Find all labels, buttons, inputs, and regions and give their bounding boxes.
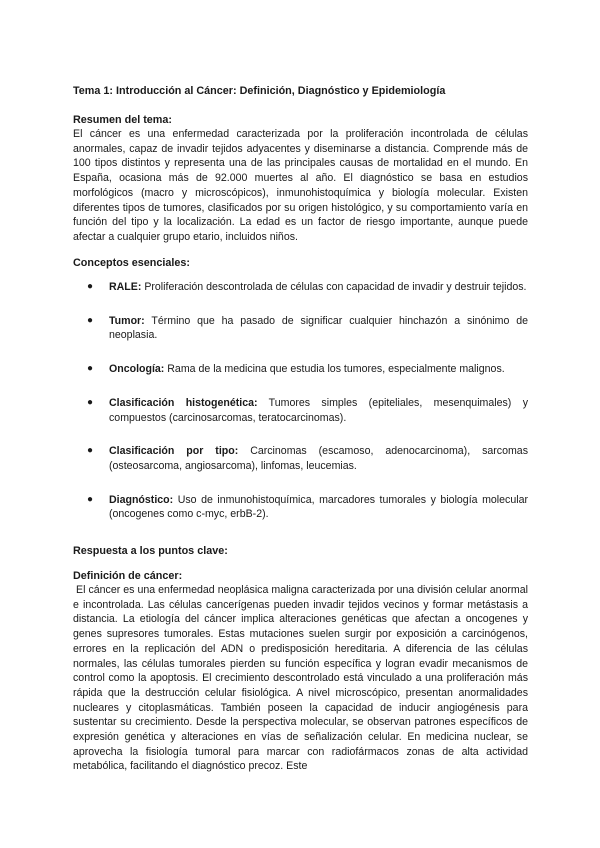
summary-heading: Resumen del tema: [73, 114, 173, 126]
concept-term: Clasificación histogenética: [109, 396, 258, 409]
bullet-icon: ● [87, 314, 94, 326]
concept-text: Carcinomas (escamoso, adenocarcinoma), sarcomas (osteosarcoma, angiosarcoma), linfomas, leucemias. [109, 445, 528, 472]
concept-item [73, 314, 528, 343]
bullet-icon: ● [87, 445, 94, 457]
concept-item [73, 396, 528, 425]
summary-text: El cáncer es una enfermedad caracterizada por la proliferación incontrolada de células anormales, capaz de invadir tejidos adyacentes y diseminarse a distancia. Comprende más de 100 tipos distintos y representa una de las principales causas de mortalidad en el mundo. En España, ocasiona más de 92.000 muertes al año. El diagnóstico se basa en estudios morfológicos (macro y microscópicos), inmunohistoquímica y biología molecular. Existen diferentes tipos de tumores, clasificados por su origen histológico, y su comportamiento varía en función del tipo y la localización. La edad es un factor de riesgo importante, aunque puede afectar a cualquier grupo etario, incluidos niños. [73, 128, 528, 243]
bullet-icon: ● [87, 396, 94, 408]
concept-item [73, 493, 528, 522]
concept-item [73, 444, 528, 473]
concept-text: Proliferación descontrolada de células con capacidad de invadir y destruir tejidos. [141, 281, 527, 293]
concepts-heading: Conceptos esenciales: [73, 257, 191, 269]
concept-item [73, 280, 528, 295]
concept-text: Término que ha pasado de significar cualquier hinchazón a sinónimo de neoplasia. [109, 314, 528, 342]
definition-subheading: Definición de cáncer: [73, 570, 183, 582]
answers-heading: Respuesta a los puntos clave: [73, 545, 228, 557]
definition-text: El cáncer es una enfermedad neoplásica maligna caracterizada por una división celular anormal e incontrolada. Las células cancerígenas pueden invadir tejidos vecinos y formar metástasis a distancia. La etiología del cáncer implica alteraciones genéticas que afectan a oncogenes y genes supresores tumorales. Estas mutaciones suelen surgir por exposición a carcinógenos, errores en la replicación del ADN o predisposición hereditaria. A diferencia de las células normales, las células tumorales pierden su función específica y logran evadir mecanismos de control como la apoptosis. El crecimiento descontrolado está vinculado a una proliferación más rápida que la destrucción celular fisiológica. A nivel microscópico, presentan anormalidades nucleares y citoplasmáticas. También poseen la capacidad de inducir angiogénesis para sustentar su crecimiento. Desde la perspectiva molecular, se observan patrones específicos de expresión genética y alteraciones en vías de señalización celular. En medicina nuclear, se aprovecha la fisiología tumoral para marcar con radiofármacos zonas de alta actividad metabólica, facilitando el diagnóstico precoz. Este [73, 584, 528, 773]
concept-term: Tumor: [109, 314, 145, 327]
document-title: Tema 1: Introducción al Cáncer: Definición, Diagnóstico y Epidemiología [73, 85, 446, 97]
concept-term: Oncología: [109, 363, 165, 376]
concept-item [73, 362, 528, 377]
bullet-icon: ● [87, 493, 94, 505]
concepts-list [73, 280, 528, 541]
concept-term: Clasificación por tipo: [109, 445, 239, 458]
bullet-icon: ● [87, 363, 94, 375]
concept-text: Uso de inmunohistoquímica, marcadores tumorales y biología molecular (oncogenes como c-myc, erbB-2). [109, 493, 528, 521]
concept-term: RALE: [109, 281, 142, 293]
concept-text: Tumores simples (epiteliales, mesenquimales) y compuestos (carcinosarcomas, teratocarcinomas). [109, 396, 528, 424]
concept-text: Rama de la medicina que estudia los tumores, especialmente malignos. [164, 363, 505, 376]
bullet-icon: ● [87, 281, 94, 292]
concept-term: Diagnóstico: [109, 493, 174, 506]
